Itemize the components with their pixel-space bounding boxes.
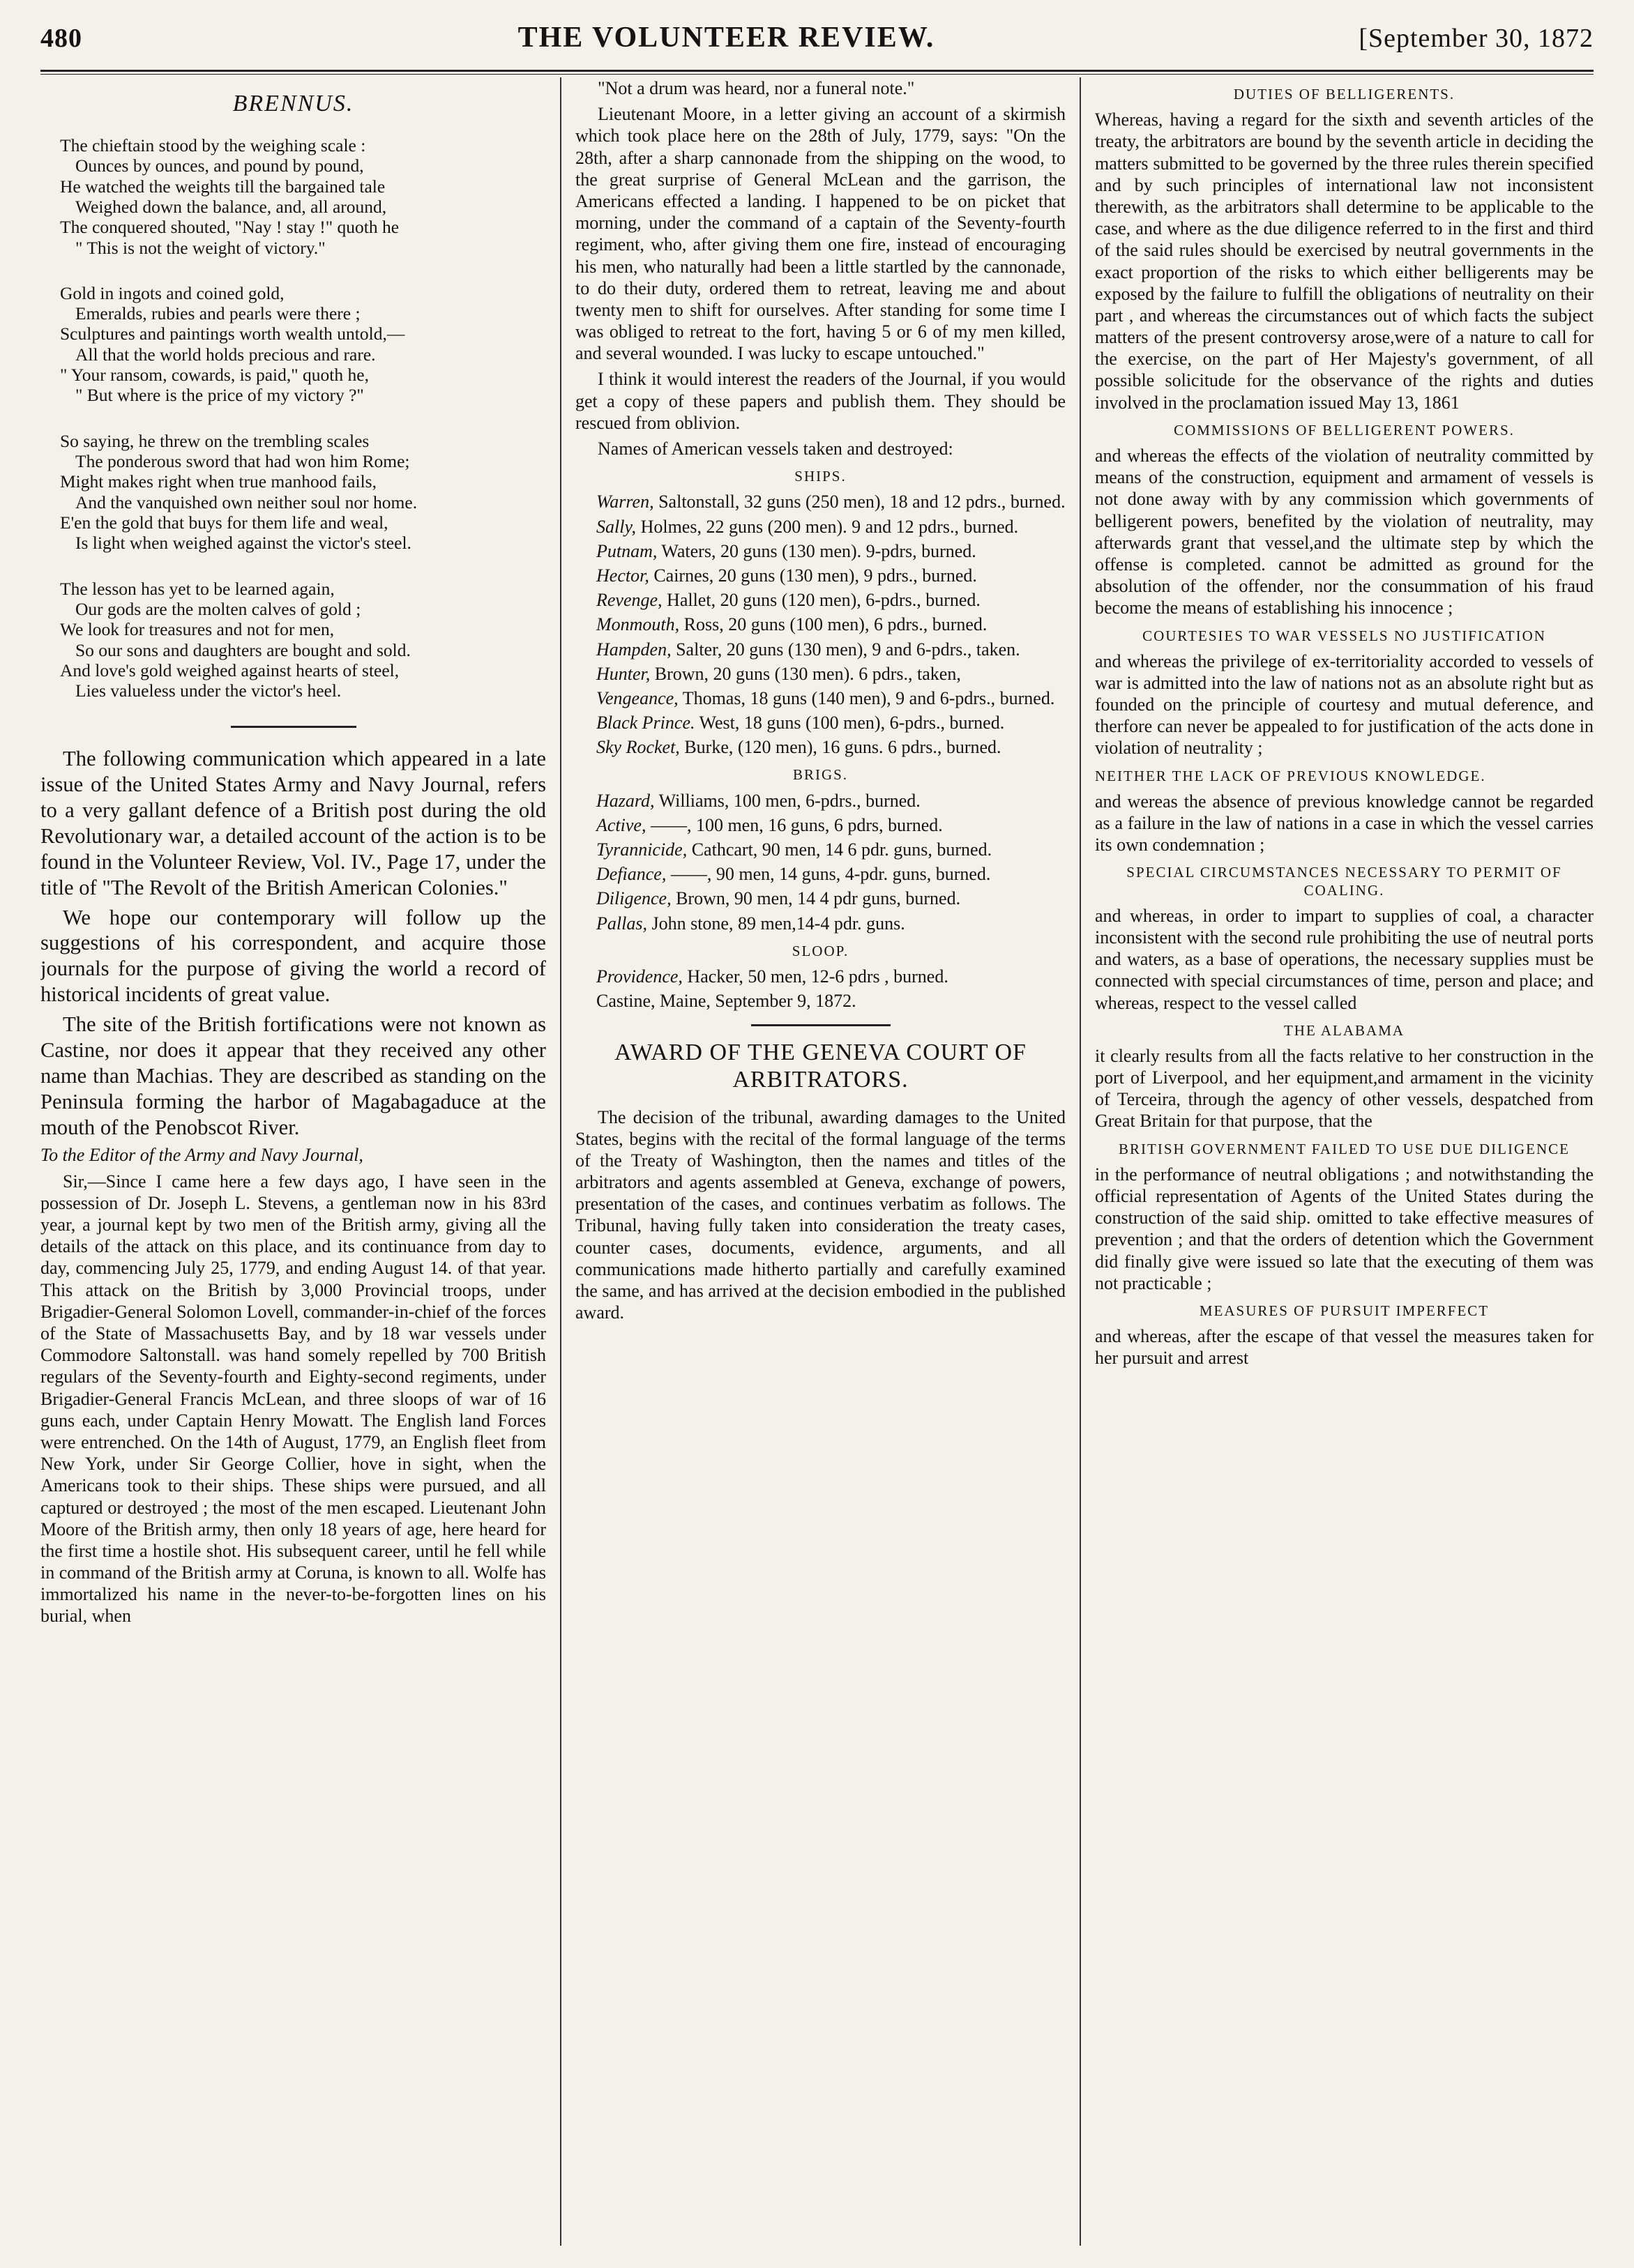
- poem-line: He watched the weights till the bargained tale: [60, 176, 386, 197]
- vessel-details: Cairnes, 20 guns (130 men), 9 pdrs., burned.: [649, 565, 977, 586]
- poem-line: All that the world holds precious and rare.: [75, 344, 376, 365]
- intro-paragraph: The following communication which appeared in a late issue of the United States Army and Navy Journal, refers to a very gallant defence of a British post during the old Revolutionary war, a detailed account of the action is to be found in the Volunteer Review, Vol. IV., Page 17, under the title of "The Revolt of the British American Colonies.": [40, 747, 546, 899]
- column-3: [1080, 77, 1594, 2246]
- vessel-details: Salter, 20 guns (130 men), 9 and 6-pdrs., taken.: [671, 639, 1020, 660]
- subhead: NEITHER THE LACK OF PREVIOUS KNOWLEDGE.: [1095, 767, 1486, 784]
- paragraph: We hope our contemporary will follow up the suggestions of his correspondent, and acquire those journals for the purpose of giving the world a record of historical incidents of great value.: [40, 905, 546, 1007]
- paragraph: and whereas, after the escape of that vessel the measures taken for her pursuit and arrest: [1095, 1326, 1594, 1369]
- quote-line: "Not a drum was heard, nor a funeral note.": [598, 78, 915, 98]
- vessel-details: Cathcart, 90 men, 14 6 pdr. guns, burned.: [687, 839, 992, 860]
- vessel-details: West, 18 guns (100 men), 6-pdrs., burned.: [695, 713, 1005, 733]
- paragraph: Names of American vessels taken and destroyed:: [598, 439, 953, 459]
- paragraph: I think it would interest the readers of the Journal, if you would get a copy of these papers and publish them. They should be rescued from oblivion.: [575, 369, 1066, 433]
- vessel-entry: [575, 712, 1066, 733]
- poem-line: Gold in ingots and coined gold,: [60, 282, 285, 303]
- vessel-name: Diligence,: [596, 888, 672, 909]
- ships-list: [575, 491, 1066, 758]
- vessel-entry: [575, 639, 1066, 660]
- divider: [751, 1024, 891, 1026]
- issue-date: [September 30, 1872: [1359, 24, 1594, 53]
- poem-line: Might makes right when true manhood fails,: [60, 471, 377, 492]
- vessel-entry: [575, 491, 1066, 512]
- poem-line: The chieftain stood by the weighing scale :: [60, 135, 366, 155]
- vessel-details: John stone, 89 men,14-4 pdr. guns.: [646, 913, 905, 934]
- vessel-entry: [575, 540, 1066, 562]
- vessel-name: Sky Rocket,: [596, 737, 680, 758]
- vessel-entry: [575, 863, 1066, 885]
- subhead: MEASURES OF PURSUIT IMPERFECT: [1199, 1302, 1490, 1319]
- vessel-details: Brown, 90 men, 14 4 pdr guns, burned.: [671, 888, 961, 909]
- column-2: [560, 77, 1080, 2246]
- subhead: THE ALABAMA: [1283, 1021, 1405, 1039]
- vessel-details: Ross, 20 guns (100 men), 6 pdrs., burned.: [679, 614, 988, 635]
- vessel-entry: [575, 913, 1066, 934]
- vessel-details: Burke, (120 men), 16 guns. 6 pdrs., burned.: [679, 737, 1001, 758]
- vessel-entry: [575, 516, 1066, 538]
- vessel-entry: [575, 589, 1066, 611]
- poem-line: So our sons and daughters are bought and sold.: [75, 639, 411, 660]
- vessel-details: Hallet, 20 guns (120 men), 6-pdrs., burned.: [662, 590, 981, 611]
- vessel-entry: [575, 614, 1066, 635]
- vessel-entry: [575, 736, 1066, 758]
- vessel-name: Vengeance,: [596, 687, 679, 708]
- vessel-name: Revenge,: [596, 590, 663, 611]
- vessel-details: Brown, 20 guns (130 men). 6 pdrs., taken,: [650, 663, 961, 684]
- vessel-entry: [575, 565, 1066, 586]
- poem-line: And the vanquished own neither soul nor home.: [75, 492, 418, 512]
- poem-line: Emeralds, rubies and pearls were there ;: [75, 303, 361, 324]
- paragraph: and wereas the absence of previous knowledge cannot be regarded as a failure in the law of nations in a case in which the vessel carries its own condemnation ;: [1095, 791, 1594, 855]
- poem-line: Sculptures and paintings worth wealth untold,—: [60, 324, 405, 344]
- page-number: 480: [40, 24, 82, 53]
- poem-stanza: [60, 135, 546, 258]
- poem-line: Is light when weighed against the victor's steel.: [75, 533, 411, 554]
- subhead: DUTIES OF BELLIGERENTS.: [1233, 86, 1455, 102]
- poem-line: The conquered shouted, "Nay ! stay !" quoth he: [60, 217, 400, 238]
- poem-line: Weighed down the balance, and, all around,: [75, 196, 387, 217]
- poem-line: The ponderous sword that had won him Rome;: [75, 451, 410, 472]
- subhead: BRITISH GOVERNMENT FAILED TO USE DUE DILIGENCE: [1119, 1140, 1570, 1157]
- subhead: SPECIAL CIRCUMSTANCES NECESSARY TO PERMIT OF COALING.: [1126, 864, 1562, 899]
- poem-stanza: [60, 579, 546, 701]
- vessel-name: Black Prince.: [596, 713, 695, 733]
- paragraph: Whereas, having a regard for the sixth and seventh articles of the treaty, the arbitrators are bound by the seventh article in deciding the matters submitted to be governed by the three rules therein specified and by such principles of international law not inconsistent therewith, as the arbitrators shall determine to be applicable to the case, and where as the due diligence referred to in the first and third of the said rules should be exercised by neutral governments in the exact proportion of the risks to which either belligerents may be exposed by the failure to fulfill the obligations of neutrality on their part , and whereas the circumstances out of which facts the subject matters of the present controversy arose,were of a nature to call for the exercise, on the part of Her Majesty's government, of all possible solicitude for the observance of the rights and duties involved in the proclamation issued May 13, 1861: [1095, 109, 1594, 413]
- poem-line: So saying, he threw on the trembling scales: [60, 430, 370, 451]
- poem-line: " This is not the weight of victory.": [75, 237, 326, 258]
- poem: [40, 135, 546, 701]
- vessel-entry: [575, 814, 1066, 836]
- letter-salutation: To the Editor of the Army and Navy Journal,: [40, 1145, 363, 1166]
- column-1: [40, 77, 560, 2246]
- divider: [231, 726, 356, 728]
- vessel-entry: [575, 966, 1066, 987]
- poem-line: E'en the gold that buys for them life and weal,: [60, 512, 388, 533]
- poem-line: " Your ransom, cowards, is paid," quoth he,: [60, 365, 369, 386]
- subhead: COURTESIES TO WAR VESSELS NO JUSTIFICATION: [1142, 627, 1546, 644]
- poem-stanza: [60, 431, 546, 554]
- vessel-entry: [575, 888, 1066, 909]
- paragraph: in the performance of neutral obligations ; and notwithstanding the official representation of Agents of the United States during the construction of the said ship. omitted to take effective measures of prevention ; and that the orders of detention which the Government did finally give were issued so late that the executing of them was not practicable ;: [1095, 1164, 1594, 1293]
- vessel-name: Monmouth,: [596, 614, 680, 635]
- publication-title: THE VOLUNTEER REVIEW.: [517, 22, 935, 54]
- letter-body: Sir,—Since I came here a few days ago, I have seen in the possession of Dr. Joseph L. Stevens, a gentleman now in his 83rd year, a journal kept by two men of the British army, giving all the details of the attack on this place, and its continuance from day to day, commencing July 25, 1779, and ending August 14. of that year. This attack on the British by 3,000 Provincial troops, under Brigadier-General Solomon Lovell, commander-in-chief of the forces of the State of Massachusetts Bay, and by 18 war vessels under Commodore Saltonstall. was hand somely repelled by 700 British regulars of the Seventy-fourth and Eighty-second regiments, under Brigadier-General Francis McLean, and three sloops of war of 16 guns each, under Captain Henry Mowatt. The English land Forces were entrenched. On the 14th of August, 1779, an English fleet from New York, under Sir George Collier, hove in sight, when the Americans took to their ships. These ships were pursued, and all captured or destroyed ; the most of the men escaped. Lieutenant John Moore of the British army, then only 18 years of age, here heard for the first time a hostile shot. His subsequent career, until he fell while in command of the British army at Coruna, is known to all. Wolfe has immortalized his name in the never-to-be-forgotten lines on his burial, when: [40, 1171, 546, 1627]
- vessel-name: Hector,: [596, 565, 649, 586]
- vessel-details: ——, 100 men, 16 guns, 6 pdrs, burned.: [646, 814, 943, 835]
- vessel-details: Thomas, 18 guns (140 men), 9 and 6-pdrs., burned.: [678, 687, 1055, 708]
- article-headline: AWARD OF THE GENEVA COURT OF ARBITRATORS.: [614, 1040, 1027, 1093]
- vessel-name: Tyrannicide,: [596, 839, 688, 860]
- vessel-details: Williams, 100 men, 6-pdrs., burned.: [654, 790, 921, 811]
- poem-line: " But where is the price of my victory ?": [75, 385, 364, 406]
- vessel-name: Putnam,: [596, 540, 658, 561]
- section-head-ships: SHIPS.: [794, 468, 847, 485]
- masthead: [40, 21, 1594, 70]
- poem-line: Our gods are the molten calves of gold ;: [75, 598, 361, 619]
- header-rule: [40, 70, 1594, 75]
- poem-line: We look for treasures and not for men,: [60, 619, 335, 640]
- vessel-details: Saltonstall, 32 guns (250 men), 18 and 12 pdrs., burned.: [653, 492, 1066, 512]
- vessel-name: Defiance,: [596, 864, 667, 885]
- paragraph: Lieutenant Moore, in a letter giving an account of a skirmish which took place here on the 28th of July, 1779, says: "On the 28th, after a sharp cannonade from the shipping on the wood, to the great surprise of General McLean and the garrison, the Americans effected a landing. I happened to be on picket that morning, under the command of a captain of the Seventy-fourth regiment, who, after giving them one fire, instead of encouraging his men, who naturally had been a little startled by the cannonade, to do their duty, ordered them to retreat, leaving me and about twenty men to shift for ourselves. After standing for some time I was obliged to retreat to the fort, having 5 or 6 of my men killed, and several wounded. I was lucky to escape untouched.": [575, 104, 1066, 364]
- poem-line: Ounces by ounces, and pound by pound,: [75, 155, 364, 176]
- brigs-list: [575, 790, 1066, 934]
- paragraph: The site of the British fortifications were not known as Castine, nor does it appear that they received any other name than Machias. They are described as standing on the Peninsula forming the harbor of Magabagaduce at the mouth of the Penobscot River.: [40, 1012, 546, 1139]
- section-head-brigs: BRIGS.: [792, 766, 849, 784]
- sloops-list: [575, 966, 1066, 987]
- vessel-name: Hazard,: [596, 790, 655, 811]
- vessel-entry: [575, 790, 1066, 812]
- poem-line: Lies valueless under the victor's heel.: [75, 680, 342, 701]
- paragraph: and whereas the effects of the violation of neutrality committed by means of the construction, equipment and armament of vessels is not done away with by any commission which governments of belligerent powers, benefited by the violation of neutrality, may afterwards grant that vessel,and the ultimate step by which the offense is completed. cannot be admitted as ground for the absolution of the offender, nor the consummation of his fraud become the means of establishing his innocence ;: [1095, 446, 1594, 618]
- poem-title: BRENNUS.: [232, 91, 354, 116]
- vessel-name: Providence,: [596, 966, 683, 987]
- paragraph: The decision of the tribunal, awarding damages to the United States, begins with the recital of the formal language of the terms of the Treaty of Washington, then the names and titles of the arbitrators and agents assembled at Geneva, exchange of powers, presentation of the cases, and continues verbatim as follows. The Tribunal, having fully taken into consideration the treaty cases, counter cases, documents, evidence, arguments, and all communications made hitherto partially and carefully examined the same, and has arrived at the decision embodied in the published award.: [575, 1106, 1066, 1323]
- vessel-details: Holmes, 22 guns (200 men). 9 and 12 pdrs., burned.: [636, 516, 1019, 537]
- vessel-entry: [575, 839, 1066, 860]
- vessel-details: ——, 90 men, 14 guns, 4-pdr. guns, burned.: [666, 864, 991, 885]
- poem-line: The lesson has yet to be learned again,: [60, 578, 335, 599]
- paragraph: it clearly results from all the facts relative to her construction in the port of Liverpool, and her equipment,and armament in the vicinity of Terceira, through the agency of other vessels, despatched from Great Britain for that purpose, that the: [1095, 1045, 1594, 1132]
- vessel-entry: [575, 663, 1066, 685]
- vessel-name: Active,: [596, 814, 646, 835]
- columns: [40, 77, 1594, 2246]
- subhead: COMMISSIONS OF BELLIGERENT POWERS.: [1174, 421, 1515, 439]
- vessel-details: Hacker, 50 men, 12-6 pdrs , burned.: [682, 966, 948, 987]
- section-head-sloop: SLOOP.: [792, 942, 849, 959]
- vessel-name: Pallas,: [596, 913, 647, 934]
- poem-stanza: [60, 283, 546, 406]
- dateline: Castine, Maine, September 9, 1872.: [596, 991, 856, 1012]
- vessel-name: Warren,: [596, 492, 654, 512]
- vessel-name: Sally,: [596, 516, 637, 537]
- paragraph: and whereas the privilege of ex-territoriality accorded to vessels of war is admitted into the law of nations not as an absolute right but as founded on the principle of courtesy and mutual deference, and therfore can never be appealed to for justification of the acts done in violation of neutrality ;: [1095, 650, 1594, 759]
- vessel-name: Hampden,: [596, 639, 672, 660]
- vessel-details: Waters, 20 guns (130 men). 9-pdrs, burned.: [657, 540, 976, 561]
- paragraph: and whereas, in order to impart to supplies of coal, a character inconsistent with the second rule prohibiting the use of neutral ports and waters, as a base of operations, the necessary supplies must be connected with special circumstances of time, person and place; and whereas, respect to the vessel called: [1095, 905, 1594, 1013]
- vessel-entry: [575, 687, 1066, 709]
- vessel-name: Hunter,: [596, 663, 651, 684]
- poem-line: And love's gold weighed against hearts of steel,: [60, 660, 400, 680]
